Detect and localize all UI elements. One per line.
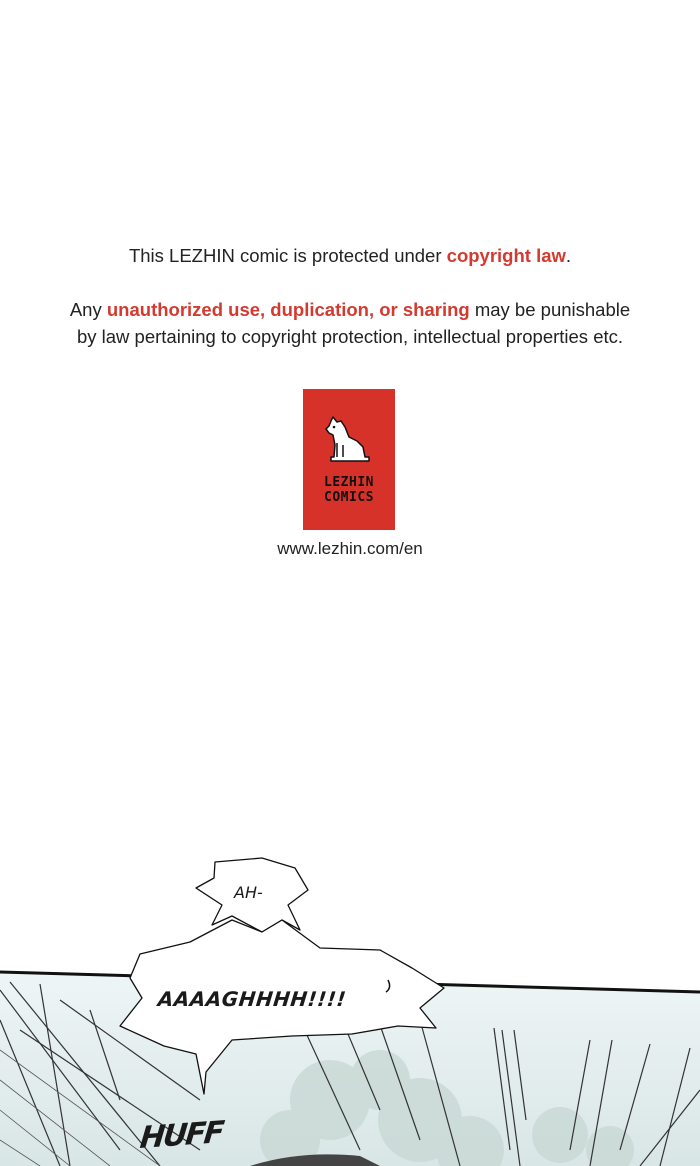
notice-line3: by law pertaining to copyright protection, intellectual properties etc. (76, 326, 624, 347)
lezhin-comics-logo (303, 389, 395, 530)
notice-text: Any (69, 299, 107, 320)
copyright-law-highlight: copyright law (446, 245, 566, 266)
logo-line2: COMICS (324, 490, 374, 505)
copyright-notice-paragraph (0, 296, 700, 350)
comic-panel-art (0, 850, 700, 1166)
notice-text: may be punishable (469, 299, 631, 320)
unauthorized-use-highlight: unauthorized use, duplication, or sharing (106, 299, 470, 320)
copyright-notice-line1 (0, 242, 700, 269)
sfx-scream: AAAAGHHHH!!!! (156, 987, 348, 1011)
sfx-huff: HUFF (138, 1114, 225, 1157)
notice-text: This LEZHIN comic is protected under (128, 245, 447, 266)
notice-line2 (0, 296, 700, 323)
logo-wordmark (303, 475, 395, 505)
website-url: www.lezhin.com/en (277, 539, 423, 558)
logo-line1: LEZHIN (324, 475, 374, 490)
notice-text: . (565, 245, 572, 266)
dog-icon (323, 413, 375, 463)
sfx-ah: AH- (234, 883, 263, 902)
